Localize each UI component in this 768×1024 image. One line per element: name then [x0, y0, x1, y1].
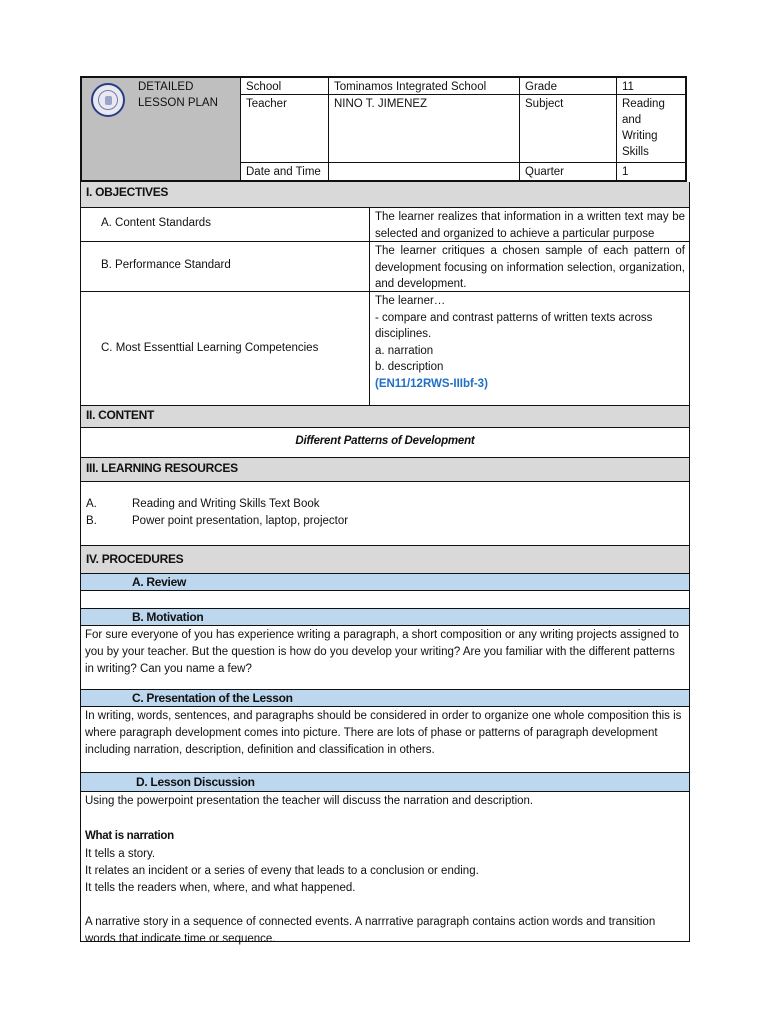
discussion-title: D. Lesson Discussion — [136, 775, 255, 789]
presentation-body — [80, 707, 690, 773]
narration-line: It tells a story. — [85, 848, 156, 860]
subject-value-line: Writing — [622, 130, 658, 142]
narration-line: It tells the readers when, where, and what happened. — [85, 882, 356, 894]
quarter-value: 1 — [622, 166, 629, 178]
content-topic: Different Patterns of Development — [295, 435, 475, 447]
discussion-header — [80, 773, 690, 792]
grade-value: 11 — [622, 81, 634, 93]
subject-value-line: Skills — [622, 146, 649, 158]
header-table — [80, 76, 687, 182]
resource-item — [86, 496, 320, 513]
deped-seal-icon — [91, 83, 125, 117]
melc-line: The learner… — [375, 295, 446, 307]
subject-value-line: Reading — [622, 98, 665, 110]
narration-line: It relates an incident or a series of eveny that leads to a conclusion or ending. — [85, 865, 479, 877]
objectives-title: I. OBJECTIVES — [86, 185, 169, 199]
subject-value — [617, 95, 670, 161]
melc-line: b. description — [375, 361, 444, 373]
content-header — [80, 406, 690, 428]
resource-num: B. — [86, 515, 97, 527]
procedures-title: IV. PROCEDURES — [86, 552, 184, 566]
dlp-title-line1: DETAILED — [138, 81, 194, 93]
logo-cell — [82, 78, 240, 180]
resources-header — [80, 458, 690, 482]
resource-text: Reading and Writing Skills Text Book — [132, 498, 320, 510]
dlp-title — [138, 79, 218, 111]
melc-line: a. narration — [375, 344, 434, 357]
subject-label: Subject — [525, 98, 564, 110]
presentation-header — [80, 690, 690, 707]
datetime-label: Date and Time — [246, 166, 321, 178]
school-value: Tominamos Integrated School — [334, 81, 487, 93]
narrative-text: A narrative story in a sequence of connected events. A narrrative paragraph contains action words and transition words that indicate time or sequence. — [85, 916, 656, 945]
motivation-text: For sure everyone of you has experience writing a paragraph, a short composition or any writing projects assigned to you by your teacher. But the question is how do you develop your writing? Are you familiar with the different patterns in writing? Can you name a few? — [85, 629, 679, 675]
motivation-body — [80, 626, 690, 690]
melc-row — [80, 292, 690, 406]
review-header — [80, 574, 690, 591]
melc-line: - compare and contrast patterns of written texts across disciplines. — [375, 311, 653, 340]
procedures-header — [80, 546, 690, 574]
grade-label: Grade — [525, 81, 557, 93]
motivation-header — [80, 609, 690, 626]
subject-value-line: and — [622, 114, 642, 126]
teacher-value: NINO T. JIMENEZ — [334, 98, 428, 110]
discussion-intro: Using the powerpoint presentation the teacher will discuss the narration and description. — [85, 795, 534, 807]
review-title: A. Review — [132, 575, 186, 589]
discussion-body — [80, 792, 690, 945]
dlp-title-line2: LESSON PLAN — [138, 97, 218, 109]
content-standards-label: A. Content Standards — [101, 217, 211, 229]
content-standards-text: The learner realizes that information in a written text may be selected and organized to achieve a particular purpose — [375, 211, 685, 240]
objectives-header — [80, 182, 690, 208]
performance-standard-label: B. Performance Standard — [101, 259, 231, 271]
melc-code: (EN11/12RWS-IIIbf-3) — [375, 377, 488, 390]
narration-heading: What is narration — [85, 830, 174, 842]
school-label: School — [246, 81, 282, 93]
datetime-value — [329, 163, 339, 165]
presentation-title: C. Presentation of the Lesson — [132, 691, 293, 705]
teacher-label: Teacher — [246, 98, 287, 110]
presentation-text: In writing, words, sentences, and paragraphs should be considered in order to organize one whole composition this is where paragraph development comes into picture. There are lots of phase or patterns of paragraph development including narration, description, definition and classification in others. — [85, 710, 682, 756]
resources-list — [80, 482, 690, 546]
motivation-title: B. Motivation — [132, 610, 204, 624]
review-body — [80, 591, 690, 609]
resource-num: A. — [86, 498, 97, 510]
performance-standard-row — [80, 242, 690, 292]
resource-item — [86, 513, 348, 530]
resources-title: III. LEARNING RESOURCES — [86, 461, 238, 475]
content-topic-row — [80, 428, 690, 458]
melc-label: C. Most Essenttial Learning Competencies — [101, 342, 319, 354]
melc-text — [375, 293, 659, 392]
content-title: II. CONTENT — [86, 408, 155, 422]
performance-standard-text: The learner critiques a chosen sample of each pattern of development focusing on information selection, organization, and development. — [375, 245, 685, 290]
content-standards-row — [80, 208, 690, 242]
resource-text: Power point presentation, laptop, projector — [132, 515, 349, 527]
quarter-label: Quarter — [525, 166, 564, 178]
